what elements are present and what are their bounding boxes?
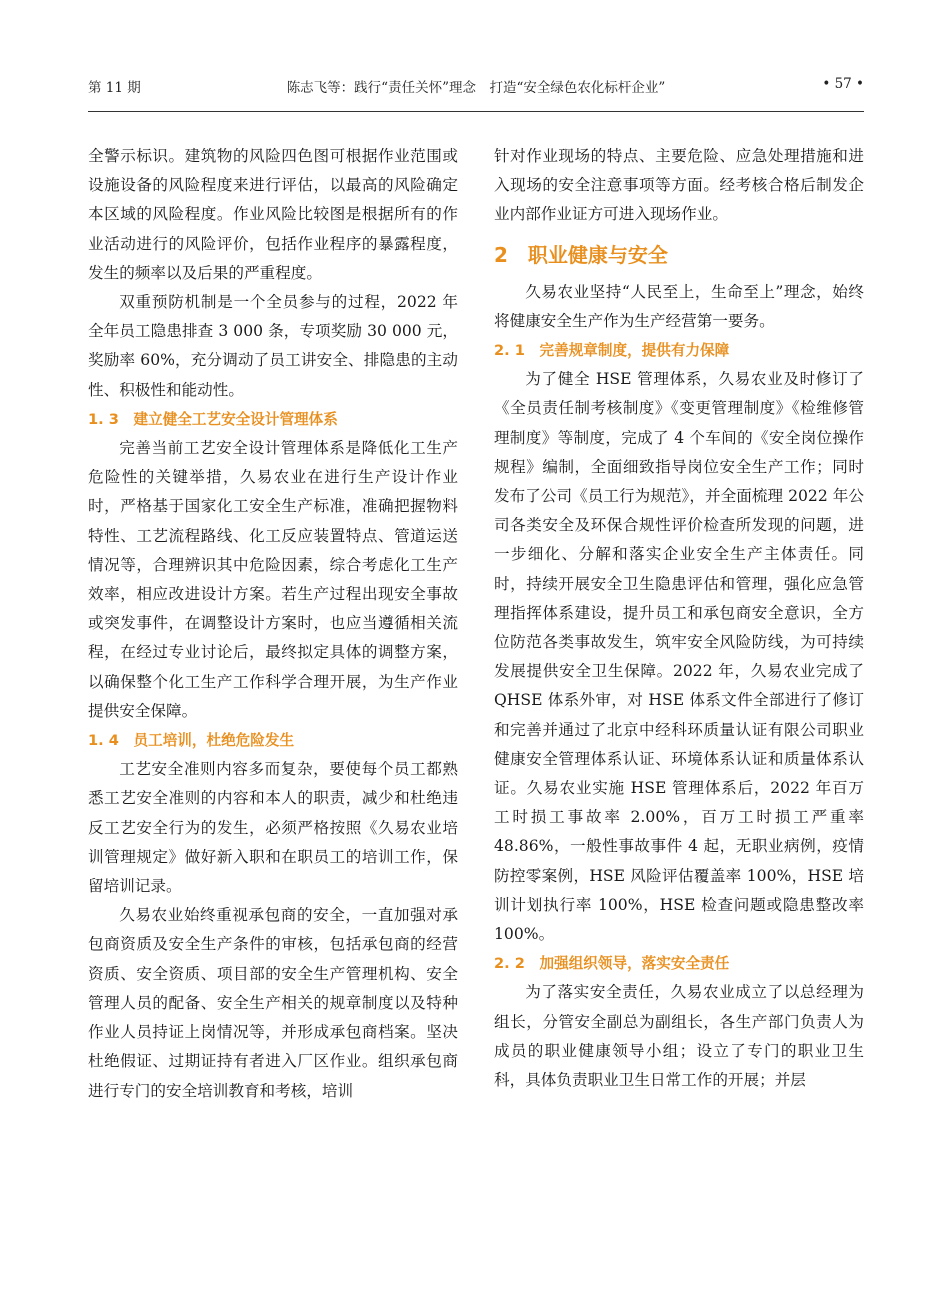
paragraph: 为了健全 HSE 管理体系，久易农业及时修订了《全员责任制考核制度》《变更管理制度》《检维修管理制度》等制度，完成了 4 个车间的《安全岗位操作规程》编制，全面细致指导岗位安全生产工作；同时发布了公司《员工行为规范》，并全面梳理 2022 年公司各类安全及环保合规性评价检查所发现的问题，进一步细化、分解和落实企业安全生产主体责任。同时，持续开展安全卫生隐患评估和管理，强化应急管理指挥体系建设，提升员工和承包商安全意识，全方位防范各类事故发生，筑牢安全风险防线，为可持续发展提供安全卫生保障。2022 年，久易农业完成了 QHSE 体系外审，对 HSE 体系文件全部进行了修订和完善并通过了北京中经科环质量认证有限公司职业健康安全管理体系认证、环境体系认证和质量体系认证。久易农业实施 HSE 管理体系后，2022 年百万工时损工事故率 2.00%，百万工时损工严重率 48.86%，一般性事故事件 4 起，无职业病例，疫情防控零案例，HSE 风险评估覆盖率 100%，HSE 培训计划执行率 100%，HSE 检查问题或隐患整改率 100%。 — [494, 370, 864, 944]
paragraph: 针对作业现场的特点、主要危险、应急处理措施和进入现场的安全注意事项等方面。经考核合格后制发企业内部作业证方可进入现场作业。 — [494, 147, 864, 224]
paragraph: 完善当前工艺安全设计管理体系是降低化工生产危险性的关键举措，久易农业在进行生产设计作业时，严格基于国家化工安全生产标准，准确把握物料特性、工艺流程路线、化工反应装置特点、管道运送情况等，合理辨识其中危险因素，综合考虑化工生产效率，相应改进设计方案。若生产过程出现安全事故或突发事件，在调整设计方案时，也应当遵循相关流程，在经过专业讨论后，最终拟定具体的调整方案，以确保整个化工生产工作科学合理开展，为生产作业提供安全保障。 — [88, 439, 458, 720]
subsection-heading-2-2: 2. 2 加强组织领导，落实安全责任 — [494, 955, 730, 973]
paragraph: 双重预防机制是一个全员参与的过程，2022 年全年员工隐患排查 3 000 条，专项奖励 30 000 元，奖励率 60%，充分调动了员工讲安全、排隐患的主动性、积极性和能动性。 — [88, 293, 458, 399]
header-divider — [88, 111, 864, 112]
paragraph: 久易农业坚持“人民至上，生命至上”理念，始终将健康安全生产作为生产经营第一要务。 — [494, 282, 864, 330]
paragraph: 为了落实安全责任，久易农业成立了以总经理为组长，分管安全副总为副组长，各生产部门负责人为成员的职业健康领导小组；设立了专门的职业卫生科，具体负责职业卫生日常工作的开展；并层 — [494, 983, 864, 1090]
running-title: 陈志飞等：践行“责任关怀”理念 打造“安全绿色农化标杆企业” — [286, 80, 666, 96]
subsection-heading-2-1: 2. 1 完善规章制度，提供有力保障 — [494, 342, 730, 360]
paragraph: 久易农业始终重视承包商的安全，一直加强对承包商资质及安全生产条件的审核，包括承包商的经营资质、安全资质、项目部的安全生产管理机构、安全管理人员的配备、安全生产相关的规章制度以及特种作业人员持证上岗情况等，并形成承包商档案。坚决杜绝假证、过期证持有者进入厂区作业。组织承包商进行专门的安全培训教育和考核，培训 — [88, 906, 458, 1100]
paragraph: 工艺安全准则内容多而复杂，要使每个员工都熟悉工艺安全准则的内容和本人的职责，减少和杜绝违反工艺安全行为的发生，必须严格按照《久易农业培训管理规定》做好新入职和在职员工的培训工作，保留培训记录。 — [88, 760, 458, 896]
issue-number: 第 11 期 — [88, 80, 141, 96]
subsection-heading-1-4: 1. 4 员工培训，杜绝危险发生 — [88, 732, 295, 750]
section-heading-2: 2 职业健康与安全 — [494, 242, 668, 267]
page-number: • 57 • — [822, 76, 864, 92]
right-column — [494, 142, 864, 1095]
subsection-heading-1-3: 1. 3 建立健全工艺安全设计管理体系 — [88, 410, 338, 428]
running-header — [88, 72, 864, 96]
paragraph: 全警示标识。建筑物的风险四色图可根据作业范围或设施设备的风险程度来进行评估，以最高的风险确定本区域的风险程度。作业风险比较图是根据所有的作业活动进行的风险评价，包括作业程序的暴露程度，发生的频率以及后果的严重程度。 — [88, 147, 458, 282]
left-column — [88, 142, 458, 1106]
